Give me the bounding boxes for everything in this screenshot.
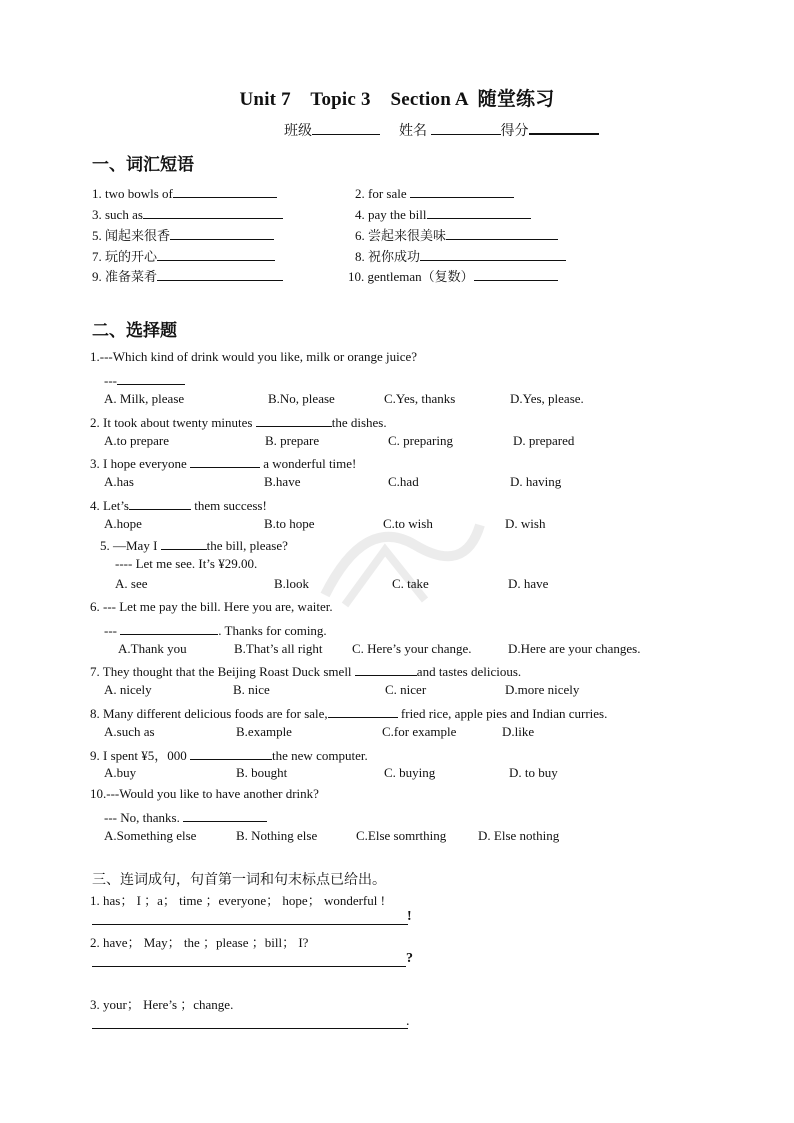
q4-option-c[interactable]: C.to wish — [383, 516, 433, 531]
answer-blank[interactable] — [256, 412, 332, 427]
q6-option-d[interactable]: D.Here are your changes. — [508, 641, 641, 656]
q7-option-b[interactable]: B. nice — [233, 682, 270, 697]
class-blank[interactable] — [312, 120, 380, 135]
answer-blank[interactable] — [157, 246, 275, 261]
q1-option-c[interactable]: C.Yes, thanks — [384, 391, 456, 406]
question-7-stem: 7. They thought that the Beijing Roast Duck smell and tastes delicious. — [90, 661, 521, 680]
question-5-stem: 5. —May I the bill, please? — [100, 535, 288, 554]
q2-option-a[interactable]: A.to prepare — [104, 433, 169, 448]
q5-option-c[interactable]: C. take — [392, 576, 429, 591]
q3-option-c[interactable]: C.had — [388, 474, 419, 489]
score-label: 得分 — [500, 124, 529, 139]
vocab-item-1: 1. two bowls of — [92, 183, 277, 202]
name-blank[interactable] — [431, 120, 501, 135]
answer-blank[interactable] — [427, 204, 531, 219]
vocab-item-2: 2. for sale — [355, 183, 514, 202]
q3-option-b[interactable]: B.have — [264, 474, 301, 489]
q4-option-d[interactable]: D. wish — [505, 516, 546, 531]
q1-option-a[interactable]: A. Milk, please — [104, 391, 185, 406]
q4-option-a[interactable]: A.hope — [104, 516, 142, 531]
question-3-stem: 3. I hope everyone a wonderful time! — [90, 453, 356, 472]
question-5-reply: ---- Let me see. It’s ¥29.00. — [115, 556, 258, 571]
answer-blank[interactable] — [410, 183, 514, 198]
q9-option-d[interactable]: D. to buy — [509, 765, 558, 780]
q7-option-a[interactable]: A. nicely — [104, 682, 152, 697]
q6-option-c[interactable]: C. Here’s your change. — [352, 641, 472, 656]
q6-option-b[interactable]: B.That’s all right — [234, 641, 323, 656]
answer-blank[interactable] — [157, 266, 283, 281]
q9-option-a[interactable]: A.buy — [104, 765, 137, 780]
end-mark-3: . — [406, 1014, 410, 1029]
q10-option-d[interactable]: D. Else nothing — [478, 828, 560, 843]
reorder-item-1: 1. has； I ；a； time ；everyone； hope； wonderful ! — [90, 893, 385, 908]
q9-option-b[interactable]: B. bought — [236, 765, 288, 780]
q5-option-d[interactable]: D. have — [508, 576, 549, 591]
q3-option-a[interactable]: A.has — [104, 474, 134, 489]
answer-blank[interactable] — [120, 620, 218, 635]
q8-option-b[interactable]: B.example — [236, 724, 292, 739]
q10-option-a[interactable]: A.Something else — [104, 828, 197, 843]
vocab-item-5: 5. 闻起来很香 — [92, 225, 274, 244]
reorder-item-3: 3. your； Here’s ；change. — [90, 997, 234, 1012]
q2-option-c[interactable]: C. preparing — [388, 433, 453, 448]
score-blank[interactable] — [529, 119, 599, 135]
answer-blank[interactable] — [170, 225, 274, 240]
answer-blank[interactable] — [129, 495, 191, 510]
q7-option-d[interactable]: D.more nicely — [505, 682, 580, 697]
question-8-stem: 8. Many different delicious foods are for sale, fried rice, apple pies and Indian curries. — [90, 703, 607, 722]
answer-line-2[interactable] — [92, 966, 406, 967]
answer-line-1[interactable] — [92, 924, 408, 925]
section3-heading: 三、连词成句，句首第一词和句末标点已给出。 — [92, 873, 386, 888]
vocab-item-6: 6. 尝起来很美味 — [355, 225, 558, 244]
question-6-reply: --- . Thanks for coming. — [104, 620, 327, 639]
question-4-stem: 4. Let’s them success! — [90, 495, 267, 514]
vocab-item-8: 8. 祝你成功 — [355, 246, 566, 265]
page-title: Unit 7 Topic 3 Section A 随堂练习 — [239, 89, 555, 110]
vocab-item-4: 4. pay the bill — [355, 204, 531, 223]
vocab-item-3: 3. such as — [92, 204, 283, 223]
question-1-reply: --- — [104, 370, 185, 389]
answer-blank[interactable] — [420, 246, 566, 261]
question-6-stem: 6. --- Let me pay the bill. Here you are, waiter. — [90, 599, 333, 614]
vocab-item-10: 10. gentleman（复数） — [348, 266, 558, 285]
q2-option-d[interactable]: D. prepared — [513, 433, 575, 448]
answer-blank[interactable] — [173, 183, 277, 198]
answer-blank[interactable] — [355, 661, 417, 676]
q10-option-b[interactable]: B. Nothing else — [236, 828, 318, 843]
question-2-stem: 2. It took about twenty minutes the dishes. — [90, 412, 387, 431]
name-label: 姓名 — [399, 124, 427, 139]
student-info-line — [284, 119, 599, 140]
q8-option-a[interactable]: A.such as — [104, 724, 155, 739]
answer-blank[interactable] — [117, 370, 185, 385]
class-label: 班级 — [284, 124, 312, 139]
answer-blank[interactable] — [190, 453, 260, 468]
q8-option-c[interactable]: C.for example — [382, 724, 457, 739]
q7-option-c[interactable]: C. nicer — [385, 682, 427, 697]
answer-blank[interactable] — [190, 745, 272, 760]
q8-option-d[interactable]: D.like — [502, 724, 535, 739]
question-9-stem: 9. I spent ¥5，000 the new computer. — [90, 745, 368, 764]
answer-blank[interactable] — [446, 225, 558, 240]
answer-line-3[interactable] — [92, 1028, 408, 1029]
vocab-item-7: 7. 玩的开心 — [92, 246, 275, 265]
question-10-stem: 10.---Would you like to have another drink? — [90, 786, 319, 801]
q10-option-c[interactable]: C.Else somrthing — [356, 828, 447, 843]
answer-blank[interactable] — [161, 535, 207, 550]
question-10-reply: --- No, thanks. — [104, 807, 267, 826]
section2-heading: 二、选择题 — [92, 321, 177, 340]
question-1-stem: 1.---Which kind of drink would you like, milk or orange juice? — [90, 349, 418, 364]
q9-option-c[interactable]: C. buying — [384, 765, 436, 780]
answer-blank[interactable] — [183, 807, 267, 822]
q5-option-b[interactable]: B.look — [274, 576, 310, 591]
answer-blank[interactable] — [328, 703, 398, 718]
answer-blank[interactable] — [143, 204, 283, 219]
end-mark-1: ! — [407, 909, 412, 924]
q1-option-b[interactable]: B.No, please — [268, 391, 335, 406]
reorder-item-2: 2. have； May； the ；please ；bill； I? — [90, 935, 309, 950]
q2-option-b[interactable]: B. prepare — [265, 433, 320, 448]
q5-option-a[interactable]: A. see — [115, 576, 148, 591]
section1-heading: 一、词汇短语 — [92, 155, 194, 174]
end-mark-2: ? — [406, 951, 413, 966]
answer-blank[interactable] — [474, 266, 558, 281]
vocab-item-9: 9. 准备菜肴 — [92, 266, 283, 285]
q1-option-d[interactable]: D.Yes, please. — [510, 391, 584, 406]
q4-option-b[interactable]: B.to hope — [264, 516, 315, 531]
q3-option-d[interactable]: D. having — [510, 474, 562, 489]
q6-option-a[interactable]: A.Thank you — [118, 641, 187, 656]
